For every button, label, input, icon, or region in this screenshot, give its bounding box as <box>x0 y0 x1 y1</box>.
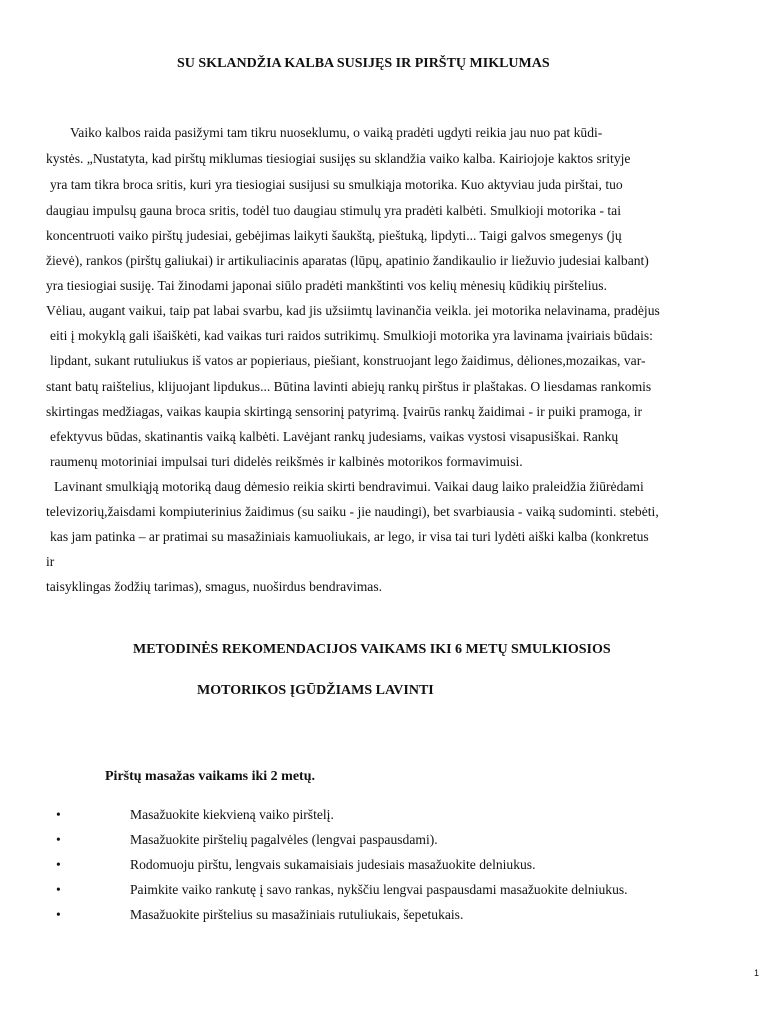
list-item: Rodomuoju pirštu, lengvais sukamaisiais judesiais masažuokite delniukus. <box>130 857 536 872</box>
paragraph-line: lipdant, sukant rutuliukus iš vatos ar popieriaus, piešiant, konstruojant lego žaidimus, dėliones,mozaikas, var- <box>50 353 646 368</box>
list-item: Paimkite vaiko rankutę į savo rankas, nykščiu lengvai paspausdami masažuokite delniukus. <box>130 882 628 897</box>
paragraph-line: kystės. „Nustatyta, kad pirštų miklumas tiesiogiai susijęs su sklandžia vaiko kalba. Kairiojoje kaktos srityje <box>46 151 631 166</box>
paragraph-line: daugiau impulsų gauna broca sritis, todėl tuo daugiau stimulų yra pradėti kalbėti. Smulkioji motorika - tai <box>46 203 621 218</box>
paragraph-line: Vėliau, augant vaikui, taip pat labai svarbu, kad jis užsiimtų lavinančia veikla. jei motorika nelavinama, pradėjus <box>46 303 660 318</box>
paragraph-line: taisyklingas žodžių tarimas), smagus, nuoširdus bendravimas. <box>46 579 383 594</box>
paragraph-line: skirtingas medžiagas, vaikas kaupia skirtingą sensorinį patyrimą. Įvairūs rankų žaidimai - ir puiki pramoga, ir <box>46 404 643 419</box>
section-heading-line-2: MOTORIKOS ĮGŪDŽIAMS LAVINTI <box>197 683 434 698</box>
list-item: Masažuokite pirštelių pagalvėles (lengvai paspausdami). <box>130 832 438 847</box>
paragraph-line: ir <box>46 554 55 569</box>
paragraph-line: yra tiesiogiai susiję. Tai žinodami japonai siūlo pradėti mankštinti vos kelių mėnesių kūdikių pirštelius. <box>46 278 607 293</box>
paragraph-line: kas jam patinka – ar pratimai su masažiniais kamuoliukais, ar lego, ir visa tai turi lydėti aiški kalba (konkretus <box>50 529 649 544</box>
paragraph-line: Lavinant smulkiąją motoriką daug dėmesio reikia skirti bendravimui. Vaikai daug laiko praleidžia žiūrėdami <box>54 479 644 494</box>
bullet-icon: • <box>56 907 61 922</box>
paragraph-line: žievė), rankos (pirštų galiukai) ir artikuliacinis aparatas (lūpų, apatinio žandikaulio ir liežuvio judesiai kalbant) <box>46 253 649 268</box>
paragraph-line: televizorių,žaisdami kompiuterinius žaidimus (su saiku - jie naudingi), bet svarbiausia - vaiką sudominti. stebėti, <box>46 504 659 519</box>
bullet-icon: • <box>56 832 61 847</box>
list-item: Masažuokite pirštelius su masažiniais rutuliukais, šepetukais. <box>130 907 464 922</box>
paragraph-line: koncentruoti vaiko pirštų judesiai, gebėjimas laikyti šaukštą, pieštuką, lipdyti... Taigi galvos smegenys (jų <box>46 228 622 243</box>
paragraph-line: raumenų motoriniai impulsai turi didelės reikšmės ir kalbinės motorikos formavimuisi. <box>50 454 523 469</box>
bullet-icon: • <box>56 882 61 897</box>
paragraph-line: stant batų raištelius, klijuojant lipdukus... Būtina lavinti abiejų rankų pirštus ir plaštakas. O liesdamas rankomis <box>46 379 652 394</box>
paragraph-line: eiti į mokyklą gali išaiškėti, kad vaikas turi raidos sutrikimų. Smulkioji motorika yra lavinama įvairiais būdais: <box>50 328 653 343</box>
bullet-icon: • <box>56 807 61 822</box>
paragraph-line: yra tam tikra broca sritis, kuri yra tiesiogiai susijusi su smulkiąja motorika. Kuo aktyviau juda pirštai, tuo <box>50 177 623 192</box>
section-heading-line-1: METODINĖS REKOMENDACIJOS VAIKAMS IKI 6 METŲ SMULKIOSIOS <box>133 642 611 657</box>
list-item: Masažuokite kiekvieną vaiko pirštelį. <box>130 807 334 822</box>
subsection-heading: Pirštų masažas vaikams iki 2 metų. <box>105 769 315 784</box>
document-title: SU SKLANDŽIA KALBA SUSIJĘS IR PIRŠTŲ MIKLUMAS <box>177 56 550 71</box>
paragraph-line: Vaiko kalbos raida pasižymi tam tikru nuoseklumu, o vaiką pradėti ugdyti reikia jau nuo pat kūdi- <box>70 125 603 140</box>
page-number: 1 <box>754 968 760 978</box>
paragraph-line: efektyvus būdas, skatinantis vaiką kalbėti. Lavėjant rankų judesiams, vaikas vystosi visapusiškai. Rankų <box>50 429 619 444</box>
bullet-icon: • <box>56 857 61 872</box>
